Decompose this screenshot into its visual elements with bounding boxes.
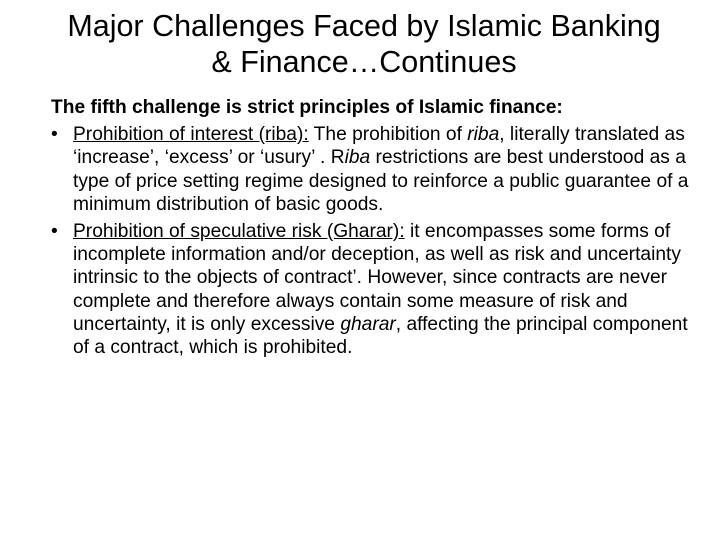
bullet-item-gharar	[51, 220, 691, 359]
bullet-text: it encompasses some forms of incomplete information and/or deception, as well as risk and uncertainty intrinsic to the objects of contract’. However, since contracts are never complete and therefore always contain some measure of risk and uncertainty, it is only excessive	[73, 221, 681, 335]
slide-title-line-1: Major Challenges Faced by Islamic Banking	[67, 9, 661, 43]
intro-text: The fifth challenge is strict principles of Islamic finance:	[51, 97, 563, 118]
slide-title	[36, 8, 692, 80]
bullet-heading-riba: Prohibition of interest (riba):	[73, 124, 309, 146]
bullet-dot-icon: •	[51, 221, 58, 243]
bullet-emphasis: riba	[467, 124, 500, 146]
bullet-text: , affecting the principal component of a contract, which is prohibited.	[73, 313, 688, 359]
bullet-dot-icon: •	[51, 124, 58, 146]
slide-title-line-2: & Finance…Continues	[211, 45, 517, 79]
bullet-heading-gharar: Prohibition of speculative risk (Gharar):	[73, 221, 405, 243]
bullet-text: , literally translated as ‘increase’, ‘excess’ or ‘usury’ . R	[73, 124, 685, 169]
bullet-text: restrictions are best understood as a type of price setting regime designed to reinforce a public guarantee of a minimum distribution of basic goods.	[73, 147, 689, 215]
bullet-emphasis: gharar	[340, 313, 396, 335]
slide-body	[51, 96, 691, 359]
bullet-item-riba	[51, 123, 691, 216]
bullet-text: The prohibition of	[308, 124, 468, 146]
bullet-emphasis: iba	[344, 147, 371, 169]
